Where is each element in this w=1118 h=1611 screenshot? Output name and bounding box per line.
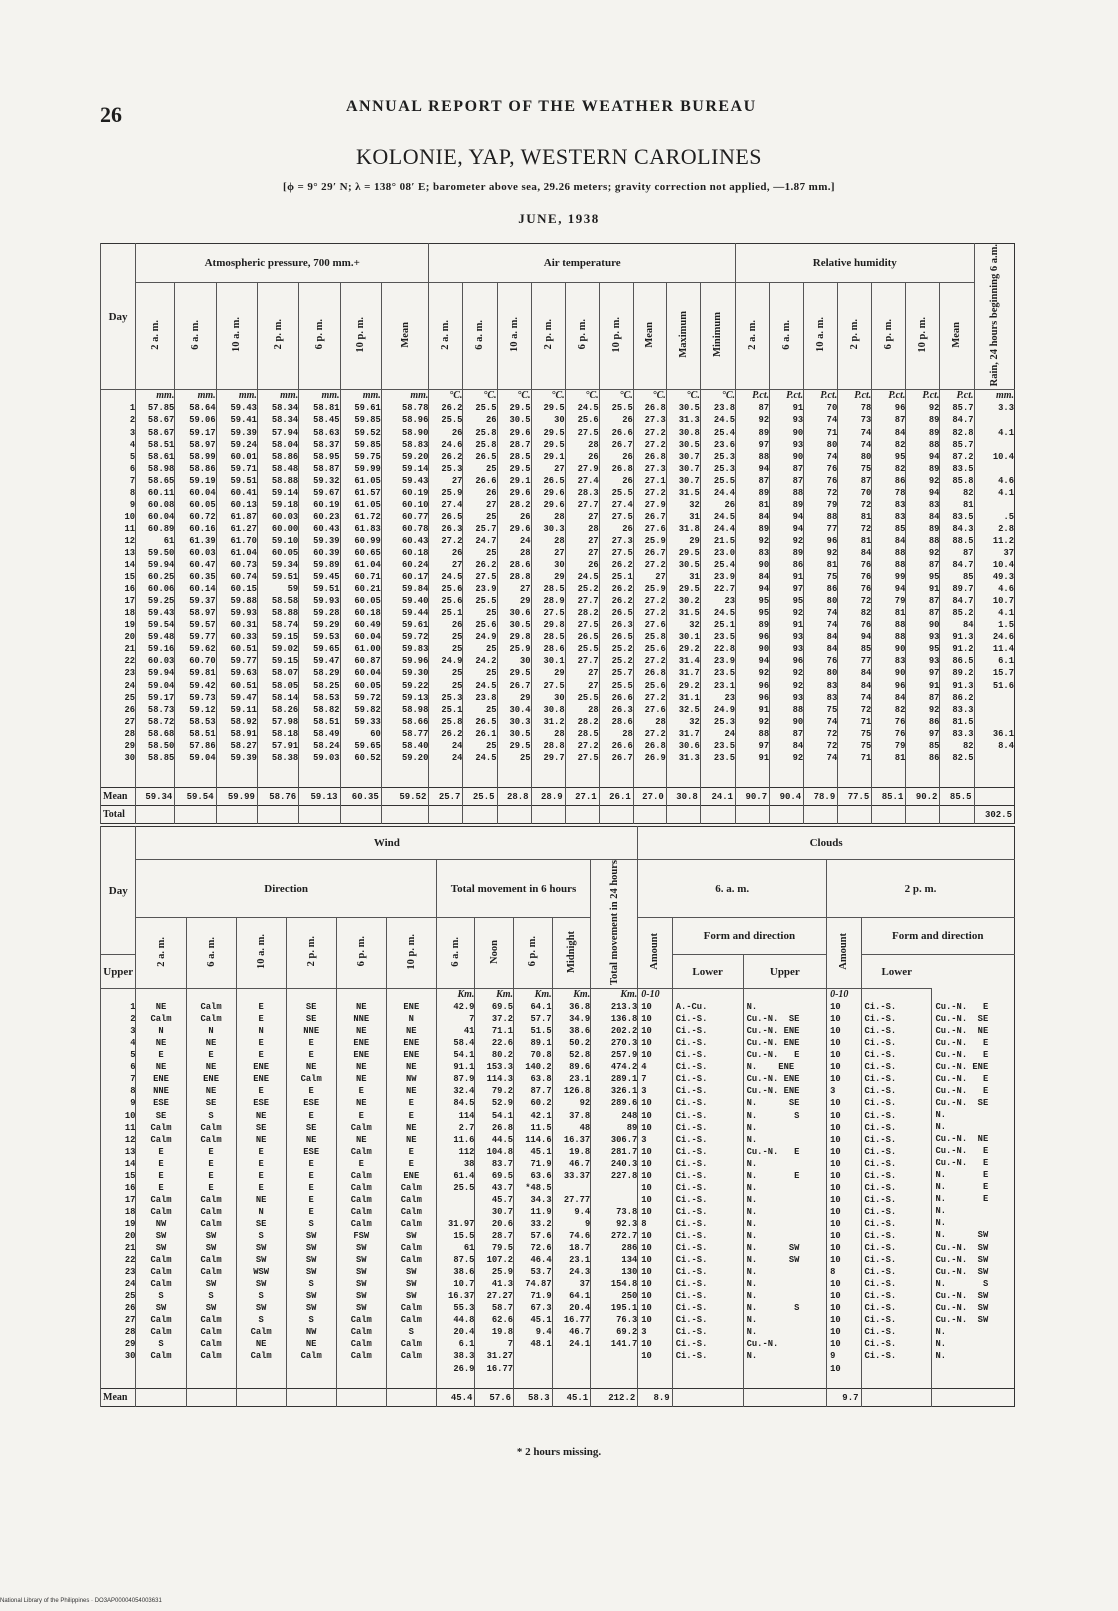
mean-cell <box>672 1389 743 1407</box>
mean-cell: 90.4 <box>770 788 804 806</box>
humidity-2am-header: 2 a. m. <box>736 282 770 390</box>
wind-dir-6am-header: 6 a. m. <box>186 918 236 989</box>
mean-cell: 28.9 <box>531 788 565 806</box>
pressure-temperature-humidity-table <box>100 243 1015 824</box>
mean-row-2 <box>101 1389 1015 1407</box>
mean-cell <box>386 1389 436 1407</box>
day-column: 1 2 3 4 5 6 7 8 9 10 11 12 13 14 15 16 17 18 19 20 21 22 23 24 25 26 27 28 29 30 <box>101 390 136 788</box>
humidity-10pm-header: 10 p. m. <box>906 282 940 390</box>
wind-dir-6pm-header: 6 p. m. <box>336 918 386 989</box>
movement-6pm-header: 6 p. m. <box>514 918 553 989</box>
total-cell <box>736 806 770 824</box>
total-cell <box>463 806 497 824</box>
movement-6am-header: 6 a. m. <box>436 918 475 989</box>
pressure-2am-header: 2 a. m. <box>136 282 175 390</box>
humidity-6pm-header: 6 p. m. <box>872 282 906 390</box>
page-number: 26 <box>100 102 122 127</box>
mean-cell: 25.7 <box>429 788 463 806</box>
clouds-6am-amount-column: 0-10 10 10 10 10 10 4 7 3 10 10 10 3 10 10 10 10 10 10 8 10 10 10 10 10 10 10 10 3 10 10 <box>638 989 672 1389</box>
total-cell <box>940 806 974 824</box>
total-cell <box>381 806 429 824</box>
total-row <box>101 806 1015 824</box>
temp-10am-column: °C. 29.5 30.5 29.6 28.7 28.5 29.5 29.1 29.6 28.2 26 29.6 24 28 28.6 28.8 27 29 30.6 30.5 29.8 25.9 30 29.5 26.7 29 30.4 30.3 30.5 29.5 25 <box>497 390 531 788</box>
mean-cell: 78.9 <box>804 788 838 806</box>
total-cell <box>497 806 531 824</box>
temp-2am-header: 2 a. m. <box>429 282 463 390</box>
mean-cell: 28.8 <box>497 788 531 806</box>
pressure-6pm-header: 6 p. m. <box>299 282 340 390</box>
wind-clouds-table <box>100 826 1015 1407</box>
total-cell <box>666 806 700 824</box>
clouds-2pm-amount-column: 0-10 10 10 10 10 10 10 10 3 10 10 10 10 10 10 10 10 10 10 10 10 10 10 8 10 10 10 10 10 10 9 10 <box>827 989 861 1389</box>
temp-2am-column: °C. 26.2 25.5 26 24.6 26.2 25.3 27 25.9 27.4 26.5 26.3 27.2 26 27 24.5 25.6 25.6 25.1 26 25 25 24.9 25 25 25.3 25.1 25.8 26.2 24 24 <box>429 390 463 788</box>
temp-min-header: Minimum <box>700 282 735 390</box>
total-cell <box>700 806 735 824</box>
mean-cell: 85.5 <box>940 788 974 806</box>
clouds-6am-amount-header: Amount <box>638 918 672 989</box>
total-cell <box>429 806 463 824</box>
movement-24h-column: Km. 213.3 136.8 202.2 270.3 257.9 474.2 289.1 326.1 289.6 248 89 306.7 281.7 240.3 227.8 73.8 92.3 272.7 286 134 130 154.8 250 195.1 76.3 69.2 141.7 <box>591 989 638 1389</box>
temp-6am-column: °C. 25.5 26 25.8 25.8 26.5 25 26.6 26 27 25 25.7 24.7 25 26.2 27.5 23.9 25.5 25 25.6 24.9 25 24.2 25 24.5 23.8 25 26.5 26.1 25 24.5 <box>463 390 497 788</box>
direction-header: Direction <box>136 860 436 918</box>
clouds-2pm-form-header: Form and direction <box>861 918 1015 955</box>
clouds-2pm-header: 2 p. m. <box>827 860 1015 918</box>
pressure-6am-column: mm. 58.64 59.06 59.17 58.97 58.99 58.86 59.19 60.04 60.05 60.72 60.16 61.39 60.03 60.47 60.35 60.14 59.37 58.97 59.57 59.77 59.62 60.70 59.81 59.42 59.73 59.12 58.53 58.51 57.86 59.04 <box>175 390 216 788</box>
mean-cell: 90.2 <box>906 788 940 806</box>
rain-column: mm. 3.3 4.1 10.4 4.6 4.1 .5 2.8 11.2 37 10.4 49.3 4.6 10.7 4.1 1.5 24.6 11.4 6.1 15.7 51.6 36.1 8.4 <box>974 390 1014 788</box>
total-cell <box>633 806 666 824</box>
wind-group-header: Wind <box>136 827 638 860</box>
humidity-6am-header: 6 a. m. <box>770 282 804 390</box>
temp-6am-header: 6 a. m. <box>463 282 497 390</box>
mean-cell <box>286 1389 336 1407</box>
footnote: * 2 hours missing. <box>516 1446 602 1458</box>
pressure-group-header: Atmospheric pressure, 700 mm.+ <box>136 244 429 283</box>
mean-label: Mean <box>101 788 136 806</box>
movement-6pm-column: Km. 64.1 57.7 51.5 89.1 70.8 140.2 63.8 87.7 60.2 42.1 11.5 114.6 45.1 71.9 63.6 *48.5 34.3 11.9 33.2 57.6 72.6 46.4 53.7 74.87 71.9 67.3 45.1 9.4 48.1 <box>514 989 553 1389</box>
clouds-2pm-lower-header: Lower <box>861 955 932 989</box>
clouds-6am-lower-header: Lower <box>672 955 743 989</box>
humidity-2pm-column: P.ct. 78 73 74 74 80 75 87 70 72 81 72 81 84 76 76 76 72 82 76 94 85 77 84 84 74 72 71 75 75 71 <box>838 390 872 788</box>
mean-cell: 26.1 <box>599 788 633 806</box>
total-cell <box>136 806 175 824</box>
clouds-2pm-upper-column: Ci.-S. Ci.-S. Ci.-S. Ci.-S. Ci.-S. Ci.-S. Ci.-S. Ci.-S. Ci.-S. Ci.-S. Ci.-S. Ci.-S. Ci.-S. Ci.-S. Ci.-S. Ci.-S. Ci.-S. Ci.-S. Ci.-S. Ci.-S. Ci.-S. Ci.-S. Ci.-S. Ci.-S. Ci.-S. Ci.-S. Ci.-S. Ci.-S. Ci.-S. Ci.-S. <box>861 989 932 1389</box>
clouds-2pm-upper-header: Upper <box>743 955 826 989</box>
mean-cell: 25.5 <box>463 788 497 806</box>
temp-10pm-header: 10 p. m. <box>599 282 633 390</box>
movement-midnight-header: Midnight <box>552 918 591 989</box>
total-cell <box>838 806 872 824</box>
pressure-10am-header: 10 a. m. <box>216 282 257 390</box>
movement-midnight-column: Km. 36.8 34.9 38.6 50.2 52.8 89.6 23.1 126.8 92 37.8 48 16.37 19.8 46.7 33.37 27.77 9.4 9 74.6 18.7 23.1 24.3 37 64.1 20.4 16.77 46.7 24.1 <box>552 989 591 1389</box>
pressure-6pm-column: mm. 58.81 58.45 58.63 58.37 58.95 58.87 59.32 59.67 60.19 60.23 60.43 59.39 60.39 59.89 59.45 59.51 59.93 59.28 59.29 59.53 59.65 59.47 58.29 58.25 58.53 58.82 58.51 58.49 58.24 59.03 <box>299 390 340 788</box>
mean-cell: 77.5 <box>838 788 872 806</box>
pressure-mean-header: Mean <box>381 282 429 390</box>
movement-header: Total movement in 6 hours <box>436 860 590 918</box>
mean-cell: 60.35 <box>340 788 381 806</box>
clouds-6am-upper-column: A.-Cu. Ci.-S. Ci.-S. Ci.-S. Ci.-S. Ci.-S. Ci.-S. Ci.-S. Ci.-S. Ci.-S. Ci.-S. Ci.-S. Ci.-S. Ci.-S. Ci.-S. Ci.-S. Ci.-S. Ci.-S. Ci.-S. Ci.-S. Ci.-S. Ci.-S. Ci.-S. Ci.-S. Ci.-S. Ci.-S. Ci.-S. Ci.-S. Ci.-S. Ci.-S. <box>672 989 743 1389</box>
month-heading: JUNE, 1938 <box>518 211 600 226</box>
movement-6am-column: Km. 42.9 7 41 58.4 54.1 91.1 87.9 32.4 84.5 114 2.7 11.6 112 38 61.4 25.5 31.97 15.5 61 87.5 38.6 10.7 16.37 55.3 44.8 20.4 6.1 38.3 26.9 <box>436 989 475 1389</box>
total-cell <box>872 806 906 824</box>
temp-max-column: °C. 30.5 31.3 30.8 30.5 30.7 30.7 30.7 31.5 32 31 31.8 29 29.5 30.5 31 29.5 30.2 31.5 32 30.1 29.2 31.4 31.7 29.2 31.1 32.5 32 31.7 30.6 31.3 <box>666 390 700 788</box>
mean-cell <box>932 1389 1015 1407</box>
running-head: ANNUAL REPORT OF THE WEATHER BUREAU <box>346 98 757 115</box>
mean-cell: 59.52 <box>381 788 429 806</box>
pressure-10am-column: mm. 59.43 59.41 59.39 59.24 60.01 59.71 59.51 60.41 60.13 61.87 61.27 61.70 61.04 60.73 60.74 60.15 59.88 59.93 60.31 60.33 60.51 59.77 59.63 60.51 59.47 59.11 58.92 58.91 58.27 59.39 <box>216 390 257 788</box>
temp-mean-column: °C. 26.8 27.3 27.2 27.2 26.8 27.3 27.1 27.2 27.9 26.7 27.6 25.9 26.7 27.2 27 25.9 27.2 27.2 27.6 25.8 25.6 27.2 26.8 25.6 27.2 27.6 28 27.2 26.8 26.9 <box>633 390 666 788</box>
day-header: Day <box>101 244 136 390</box>
mean-cell: 24.1 <box>700 788 735 806</box>
mean-cell: 58.76 <box>257 788 298 806</box>
wind-dir-10pm-column: ENE N NE ENE ENE NE NW NE E E NE NE E E ENE Calm Calm Calm Calm SW Calm Calm SW SW SW Calm Calm S Calm Calm <box>386 989 436 1389</box>
mean-cell: 9.7 <box>827 1389 861 1407</box>
wind-dir-2pm-header: 2 p. m. <box>286 918 336 989</box>
temp-10am-header: 10 a. m. <box>497 282 531 390</box>
station-title: KOLONIE, YAP, WESTERN CAROLINES <box>356 144 762 169</box>
total-cell <box>175 806 216 824</box>
total-cell <box>770 806 804 824</box>
mean-label-2: Mean <box>101 1389 136 1407</box>
humidity-6am-column: P.ct. 91 93 90 93 90 87 87 88 89 94 94 92 89 86 91 97 95 92 91 93 93 96 92 92 93 88 90 87 84 92 <box>770 390 804 788</box>
day-header-2: Day <box>101 827 136 955</box>
clouds-2pm-amount-header: Amount <box>827 918 861 989</box>
wind-dir-10pm-header: 10 p. m. <box>386 918 436 989</box>
mean-cell: 27.1 <box>565 788 599 806</box>
wind-dir-6pm-column: NE NNE NE ENE ENE NE NE E NE E Calm NE Calm E Calm Calm Calm Calm Calm FSW SW SW SW SW SW SW Calm Calm Calm Calm <box>336 989 386 1389</box>
total24-header: Total movement in 24 hours <box>591 860 638 989</box>
wind-dir-10am-column: E E N E E ENE ENE E ESE NE SE NE E E E E NE N SE S SW SW WSW SW S SW S Calm NE Calm <box>236 989 286 1389</box>
mean-cell <box>336 1389 386 1407</box>
wind-dir-2am-column: NE Calm N NE E NE ENE NNE ESE SE Calm Calm E E E E Calm Calm NW SW SW Calm Calm Calm S SW Calm Calm S Calm <box>136 989 186 1389</box>
humidity-6pm-column: P.ct. 96 87 84 82 95 82 86 78 83 83 85 84 88 88 99 94 79 81 88 88 90 83 90 96 84 82 76 76 79 81 <box>872 390 906 788</box>
humidity-group-header: Relative humidity <box>736 244 974 283</box>
wind-dir-2am-header: 2 a. m. <box>136 918 186 989</box>
mean-cell: 30.8 <box>666 788 700 806</box>
total-cell <box>906 806 940 824</box>
pressure-2pm-column: mm. 58.34 58.34 57.94 58.04 58.86 58.48 58.88 59.14 59.18 60.03 60.00 59.10 60.05 59.34 59.51 59 58.58 58.88 58.74 59.15 59.02 59.15 58.07 58.05 58.14 58.26 57.98 58.18 57.91 58.38 <box>257 390 298 788</box>
pressure-2am-column: mm. 57.85 58.67 58.67 58.51 58.61 58.98 58.65 60.11 60.08 60.04 60.89 61 59.50 59.94 60.25 60.06 59.25 59.43 59.54 59.48 59.16 60.03 59.94 59.04 59.17 58.73 58.72 58.68 58.50 58.85 <box>136 390 175 788</box>
total-cell <box>804 806 838 824</box>
clouds-6am-form-header: Form and direction <box>672 918 826 955</box>
mean-cell: 45.1 <box>552 1389 591 1407</box>
temp-max-header: Maximum <box>666 282 700 390</box>
temp-10pm-column: °C. 25.5 26 26.6 26.7 26 26.8 26 25.5 27.4 27.5 26 27.3 27.5 26.2 25.1 26.2 26.2 26.5 26.3 26.5 25.2 25.2 25.7 25.5 26.6 26.3 28.6 28 26.6 26.7 <box>599 390 633 788</box>
humidity-10pm-column: P.ct. 92 89 89 88 94 89 92 94 83 84 89 88 92 87 95 91 87 87 90 93 95 93 97 91 87 92 86 97 85 86 <box>906 390 940 788</box>
humidity-2am-column: P.ct. 87 92 89 97 88 94 87 89 81 84 89 92 83 90 84 94 95 95 89 96 90 94 92 96 96 91 92 88 97 91 <box>736 390 770 788</box>
humidity-10am-column: P.ct. 70 74 71 80 74 76 76 72 79 88 77 96 92 81 75 86 80 74 74 84 84 76 80 83 83 75 74 72 72 74 <box>804 390 838 788</box>
total-label: Total <box>101 806 136 824</box>
clouds-6am-lower-column: N. Cu.-N. SE Cu.-N. ENE Cu.-N. ENE Cu.-N. E N. ENE Cu.-N. ENE Cu.-N. ENE N. SE N. S N. N. Cu.-N. E N. N. E N. N. N. N. N. N. SW N. SW N. N. N. N. S N. N. Cu.-N. N. <box>743 989 826 1389</box>
movement-noon-column: Km. 69.5 37.2 71.1 22.6 80.2 153.3 114.3 79.2 52.9 54.1 26.8 44.5 104.8 83.7 69.5 43.7 45.7 30.7 20.6 28.7 79.5 107.2 25.9 41.3 27.27 58.7 62.6 19.8 7 31.27 16.77 <box>475 989 514 1389</box>
mean-cell: 58.3 <box>514 1389 553 1407</box>
wind-dir-6am-column: Calm Calm N NE E NE ENE NE SE S Calm Calm E E E E Calm Calm Calm SW SW Calm Calm SW S SW Calm Calm Calm Calm <box>186 989 236 1389</box>
total-cell: 302.5 <box>974 806 1014 824</box>
wind-dir-10am-header: 10 a. m. <box>236 918 286 989</box>
pressure-10pm-column: mm. 59.61 59.85 59.52 59.85 59.75 59.99 61.05 61.57 61.05 61.72 61.83 60.99 60.65 61.04 60.71 60.21 60.05 60.18 60.49 60.04 61.00 60.87 60.04 60.05 59.72 59.82 59.33 60 59.65 60.52 <box>340 390 381 788</box>
clouds-2pm-lower-column: Cu.-N. E Cu.-N. SE Cu.-N. NE Cu.-N. E Cu.-N. E Cu.-N. ENE Cu.-N. E Cu.-N. E Cu.-N. SE N. N. Cu.-N. NE Cu.-N. E Cu.-N. E N. E N. E N. E N. N. N. SW Cu.-N. SW Cu.-N. SW Cu.-N. SW N. S Cu.-N. SW Cu.-N. SW Cu.-N. SW N. N. N. <box>932 989 1015 1389</box>
mean-cell <box>186 1389 236 1407</box>
station-subtitle: [ϕ = 9° 29′ N; λ = 138° 08′ E; barometer above sea, 29.26 meters; gravity correction not applied, —1.87 mm.] <box>283 181 835 193</box>
temp-2pm-header: 2 p. m. <box>531 282 565 390</box>
day-column-2: 1 2 3 4 5 6 7 8 9 10 11 12 13 14 15 16 17 18 19 20 21 22 23 24 25 26 27 28 29 30 <box>101 989 136 1389</box>
temp-6pm-header: 6 p. m. <box>565 282 599 390</box>
total-cell <box>216 806 257 824</box>
mean-cell <box>974 788 1014 806</box>
mean-cell: 8.9 <box>638 1389 672 1407</box>
humidity-10am-header: 10 a. m. <box>804 282 838 390</box>
mean-cell: 212.2 <box>591 1389 638 1407</box>
mean-cell <box>861 1389 932 1407</box>
mean-cell <box>136 1389 186 1407</box>
mean-cell: 59.13 <box>299 788 340 806</box>
mean-cell: 59.54 <box>175 788 216 806</box>
total-cell <box>340 806 381 824</box>
mean-row <box>101 788 1015 806</box>
rain-header: Rain, 24 hours beginning 6 a.m. <box>974 244 1014 390</box>
mean-cell: 59.99 <box>216 788 257 806</box>
mean-cell: 90.7 <box>736 788 770 806</box>
temp-2pm-column: °C. 29.5 30 29.5 29.5 29.1 27 26.5 29.6 29.6 28 30.3 28 27 30 29 28.5 28.9 27.5 29.8 28.5 28.6 30.1 29 27.5 30 30.8 31.2 28 28.8 29.7 <box>531 390 565 788</box>
library-imprint: National Library of the Philippines · DO3AP00004054003631 <box>0 1598 162 1604</box>
total-cell <box>531 806 565 824</box>
total-cell <box>599 806 633 824</box>
total-cell <box>299 806 340 824</box>
mean-cell: 27.0 <box>633 788 666 806</box>
temp-mean-header: Mean <box>633 282 666 390</box>
pressure-6am-header: 6 a. m. <box>175 282 216 390</box>
temp-min-column: °C. 23.8 24.5 25.4 23.6 25.3 25.3 25.5 24.4 26 24.5 24.4 21.5 23.0 25.4 23.9 22.7 23 24.5 25.1 23.5 22.8 23.9 23.5 23.1 23 24.9 25.3 24 23.5 23.5 <box>700 390 735 788</box>
mean-cell: 57.6 <box>475 1389 514 1407</box>
total-cell <box>257 806 298 824</box>
clouds-6am-header: 6. a. m. <box>638 860 827 918</box>
humidity-mean-header: Mean <box>940 282 974 390</box>
mean-cell <box>743 1389 826 1407</box>
mean-cell: 45.4 <box>436 1389 475 1407</box>
pressure-mean-column: mm. 58.78 58.96 58.90 58.83 59.20 59.14 59.43 60.19 60.10 60.77 60.78 60.43 60.18 60.24 60.17 59.84 59.40 59.44 59.61 59.72 59.83 59.96 59.30 59.22 59.13 58.98 58.66 58.77 58.40 59.20 <box>381 390 429 788</box>
pressure-10pm-header: 10 p. m. <box>340 282 381 390</box>
mean-cell <box>236 1389 286 1407</box>
wind-dir-2pm-column: SE SE NNE E E NE Calm E ESE E SE NE ESE E E E E E S SW SW SW SW S SW SW S NW NE Calm <box>286 989 336 1389</box>
humidity-mean-column: P.ct. 85.7 84.7 82.8 85.7 87.2 83.5 85.8 82 81 83.5 84.3 88.5 87 84.7 85 89.7 84.7 85.2 84 91.3 91.2 86.5 89.2 91.3 86.2 83.3 81.5 83.3 82 82.5 <box>940 390 974 788</box>
movement-noon-header: Noon <box>475 918 514 989</box>
mean-cell: 85.1 <box>872 788 906 806</box>
total-cell <box>565 806 599 824</box>
pressure-2pm-header: 2 p. m. <box>257 282 298 390</box>
clouds-group-header: Clouds <box>638 827 1015 860</box>
clouds-6am-upper-header: Upper <box>101 955 136 989</box>
temperature-group-header: Air temperature <box>429 244 736 283</box>
mean-cell: 59.34 <box>136 788 175 806</box>
humidity-2pm-header: 2 p. m. <box>838 282 872 390</box>
temp-6pm-column: °C. 24.5 25.6 27.5 28 26 27.9 27.4 28.3 27.7 27 28 27 27 26 24.5 25.2 27.7 28.2 27.5 26.5 25.5 27.7 27 27 25.5 28 28.2 28.5 27.2 27.5 <box>565 390 599 788</box>
